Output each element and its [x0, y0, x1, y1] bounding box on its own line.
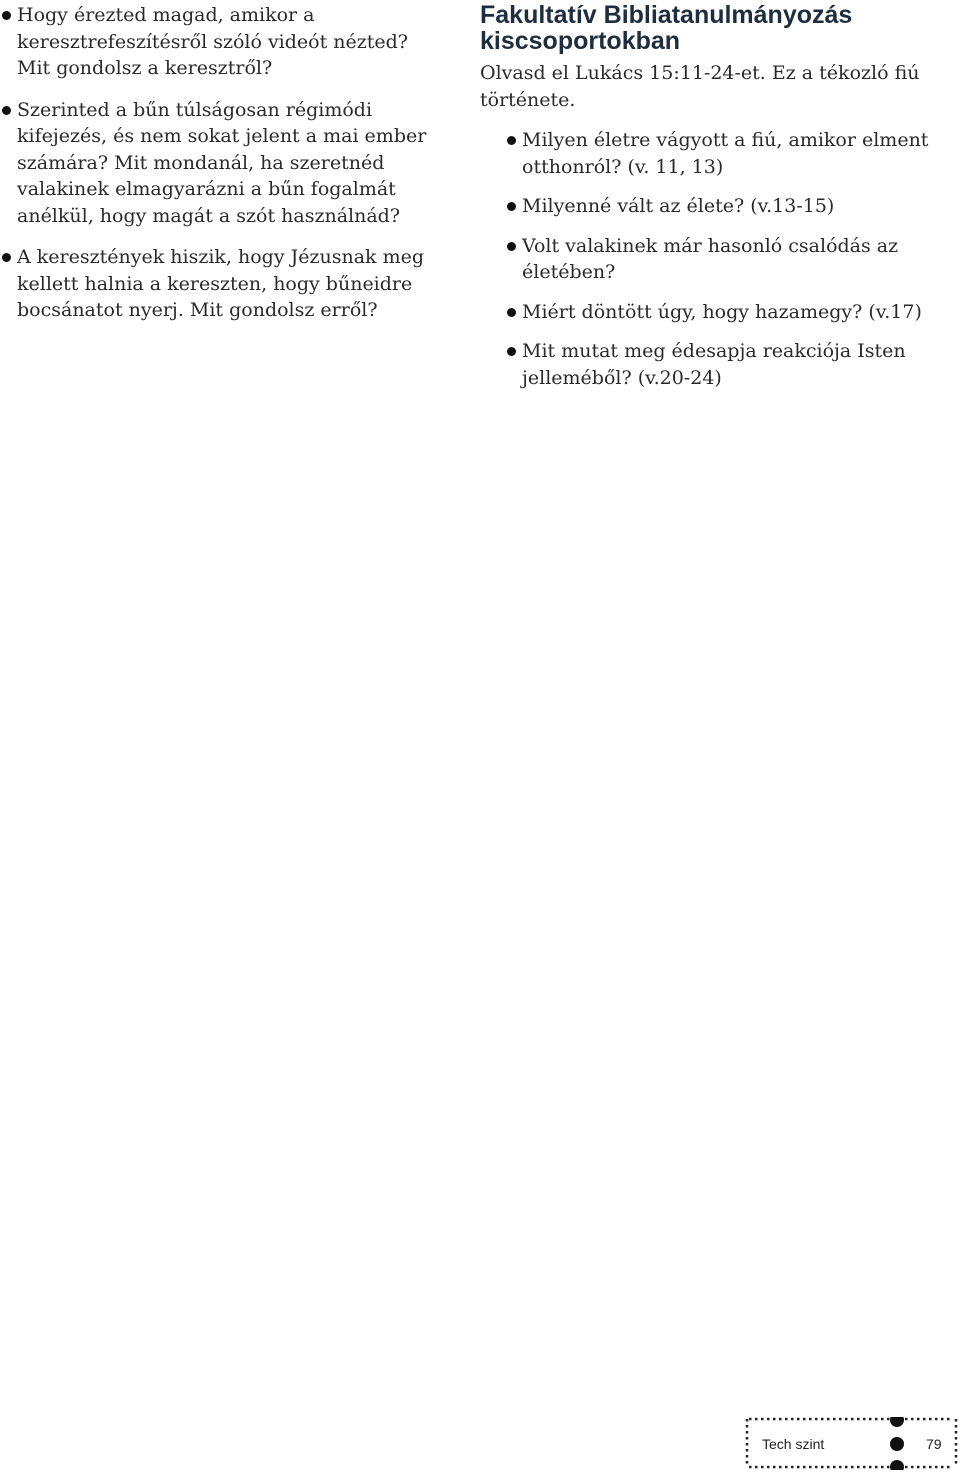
- study-question: [505, 127, 950, 180]
- bullet-icon: [507, 242, 516, 251]
- left-column: [0, 0, 440, 339]
- heading-line-2: kiscsoportokban: [480, 27, 681, 55]
- question-text: Volt valakinek már hasonló csalódás az életében?: [522, 234, 899, 283]
- heading-line-1: Fakultatív Bibliatanulmányozás: [480, 1, 853, 29]
- question-text: A keresztények hiszik, hogy Jézusnak meg kellett halnia a kereszten, hogy bűneidre bocsánatot nyerj. Mit gondolsz erről?: [17, 246, 425, 321]
- question-text: Szerinted a bűn túlságosan régimódi kifejezés, és nem sokat jelent a mai ember számára? Mit mondanál, ha szeretnéd valakinek elmagyarázni a bűn fogalmát anélkül, hogy magát a szót használnád?: [17, 98, 427, 227]
- question-text: Hogy érezted magad, amikor a keresztrefeszítésről szóló videót nézted? Mit gondolsz a keresztről?: [17, 4, 408, 79]
- question-text: Miért döntött úgy, hogy hazamegy? (v.17): [522, 300, 922, 323]
- study-question: [505, 233, 950, 286]
- bullet-icon: [507, 347, 516, 356]
- question-text: Mit mutat meg édesapja reakciója Isten jelleméből? (v.20-24): [522, 340, 906, 389]
- bullet-icon: [507, 308, 516, 317]
- discussion-question: [0, 2, 440, 82]
- question-text: Milyen életre vágyott a fiú, amikor elment otthonról? (v. 11, 13): [522, 129, 929, 178]
- bullet-icon: [507, 202, 516, 211]
- bullet-icon: [2, 253, 11, 262]
- discussion-question: [0, 97, 440, 230]
- section-heading: [480, 2, 950, 54]
- study-question: [505, 338, 950, 391]
- question-text: Milyenné vált az élete? (v.13-15): [522, 195, 835, 217]
- footer-level-label: Tech szint: [762, 1436, 825, 1452]
- page-footer: [745, 1417, 960, 1470]
- study-question: [505, 193, 950, 220]
- bullet-icon: [507, 136, 516, 145]
- page-number: 79: [926, 1436, 942, 1452]
- intro-text: Olvasd el Lukács 15:11-24-et. Ez a tékozló fiú története.: [480, 62, 920, 111]
- bullet-icon: [2, 106, 11, 115]
- discussion-question: [0, 244, 440, 324]
- right-column: [480, 0, 950, 404]
- study-question: [505, 299, 950, 326]
- study-question-list: [505, 127, 950, 391]
- bullet-icon: [2, 11, 11, 20]
